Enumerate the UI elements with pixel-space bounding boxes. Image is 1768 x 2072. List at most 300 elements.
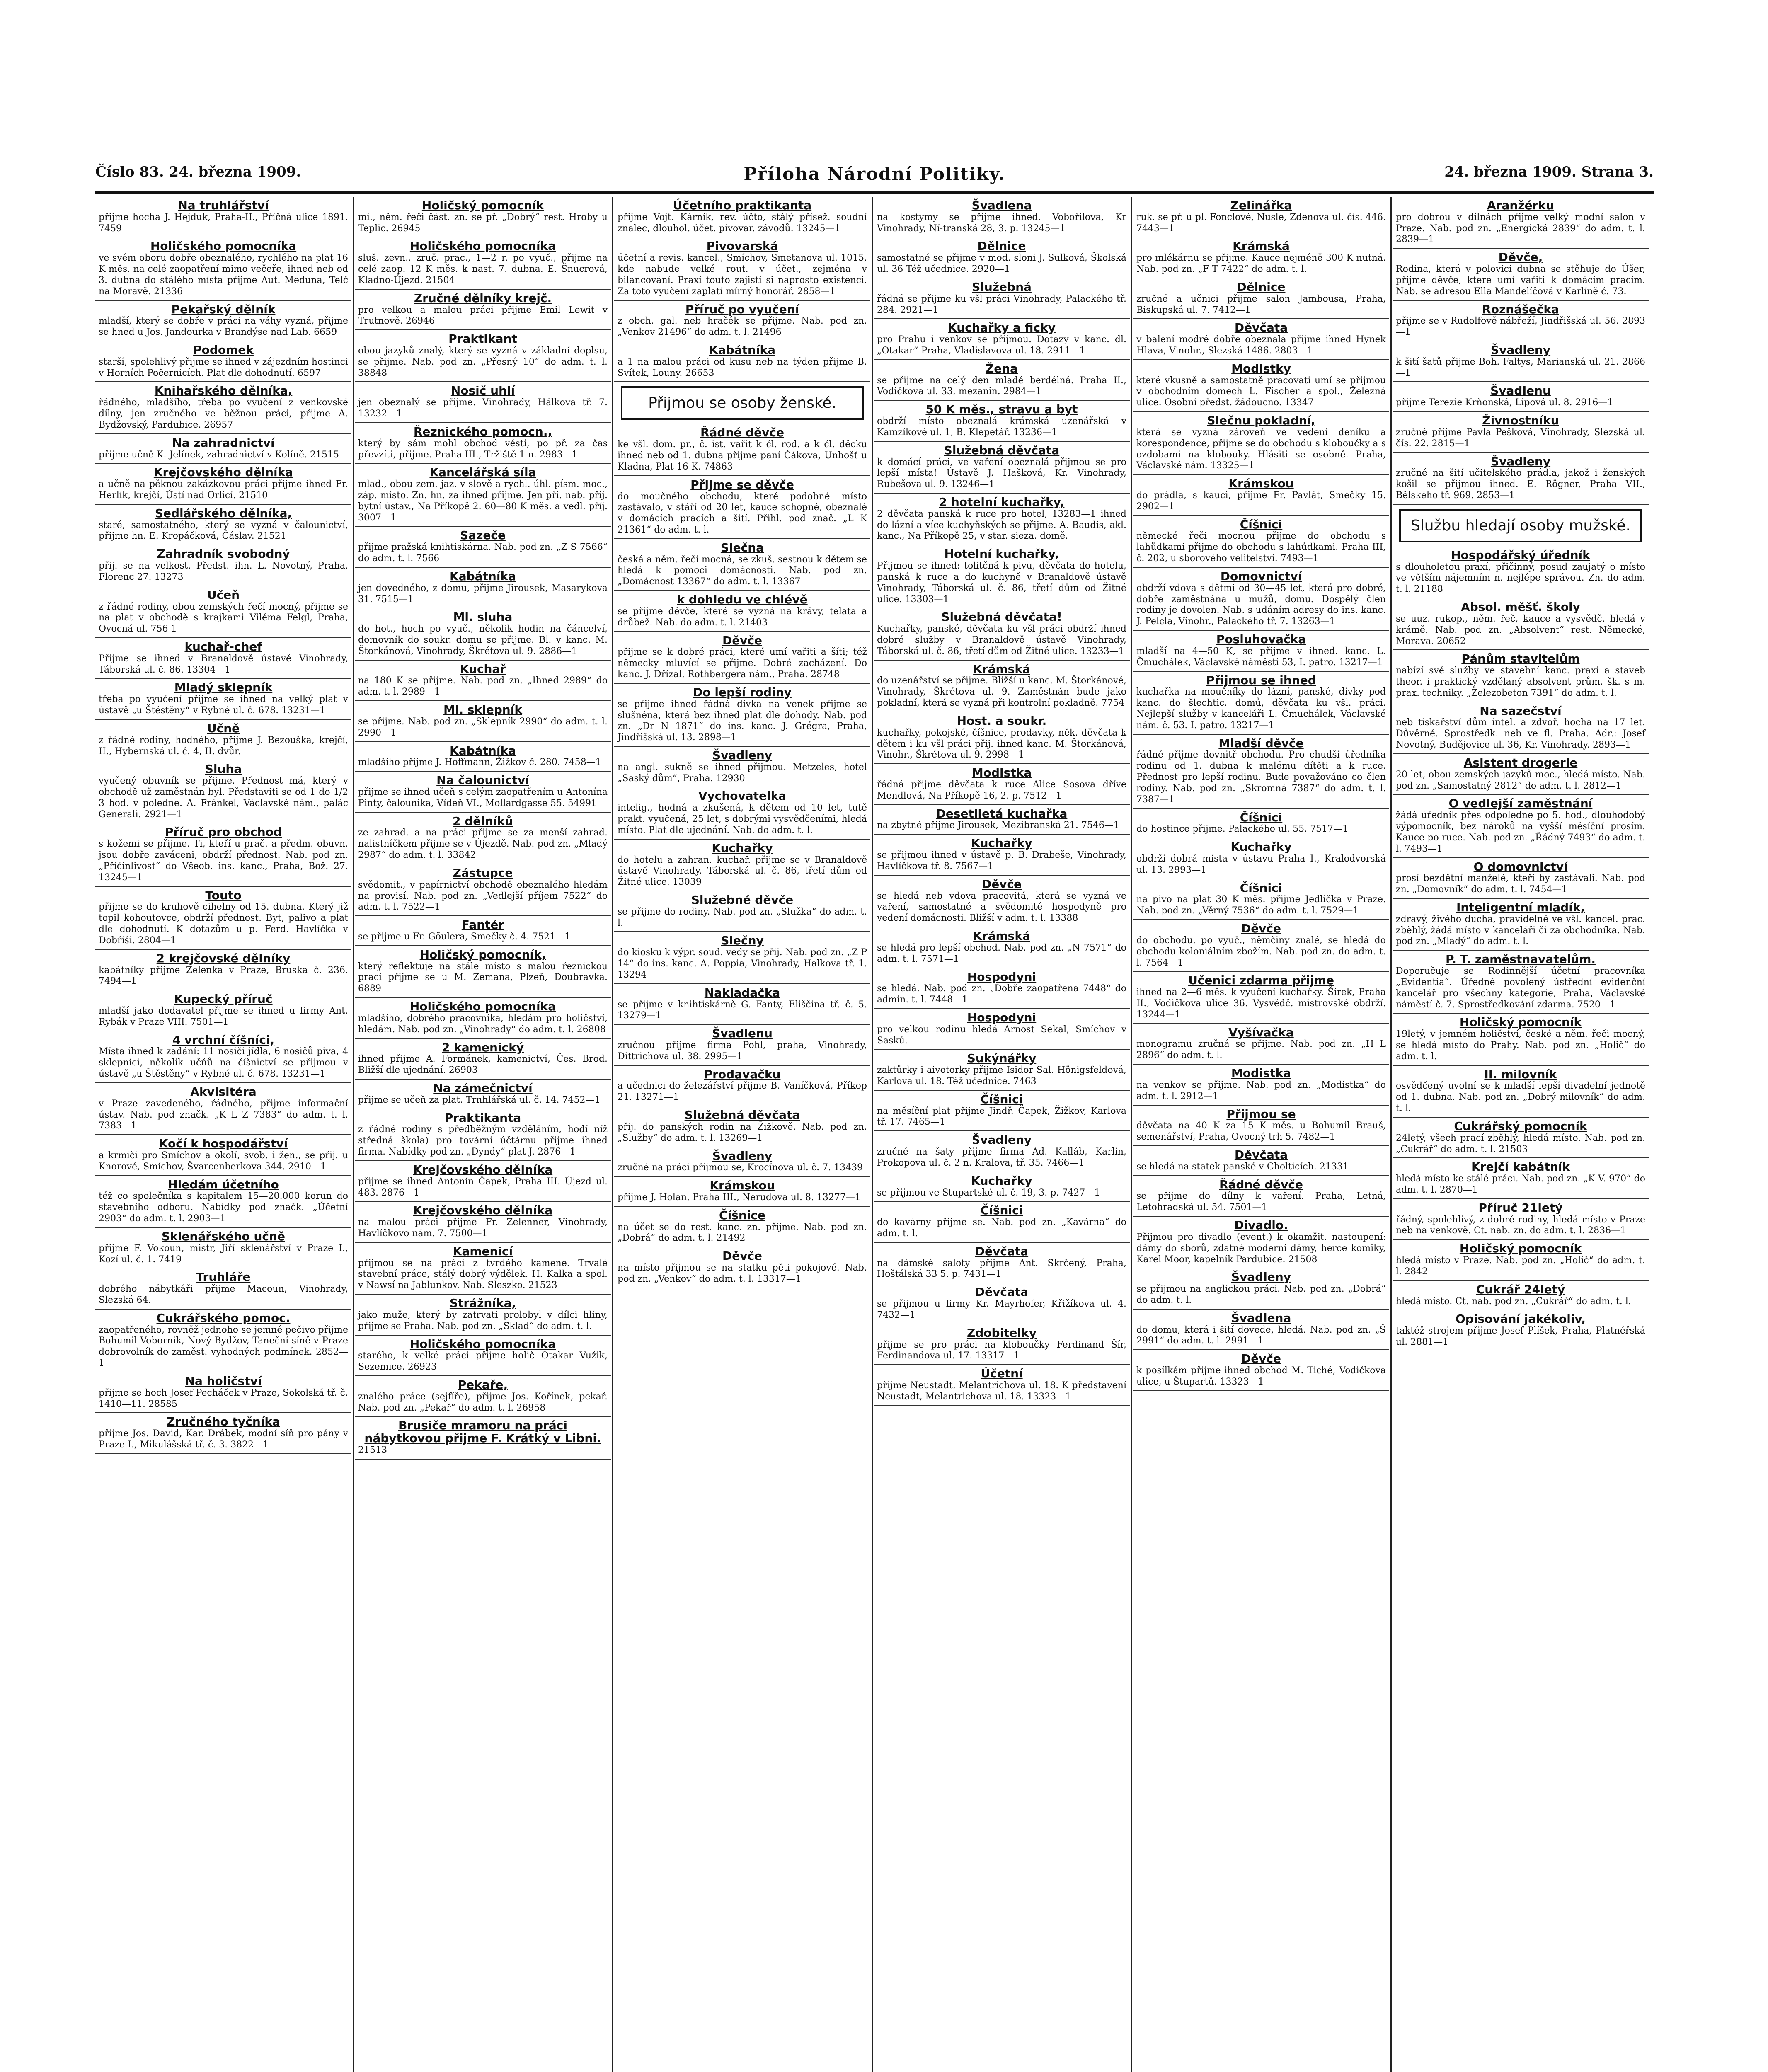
ad-body: též co společníka s kapitalem 15—20.000 korun do stavebního odboru. Nabídky pod značk. „Účetní 2903“ do adm. t. l. 2903—1 [99,1191,348,1224]
ad-body: na měsíční plat přijme Jindř. Čapek, Žižkov, Karlova tř. 17. 7465—1 [877,1106,1126,1128]
classified-ad [355,946,611,998]
classified-columns [95,197,1654,2072]
ad-title: Cukrář 24letý [1476,1282,1565,1296]
page-header [95,164,1654,189]
ad-title: 2 kamenický [442,1040,524,1054]
ad-title: Kabátníka [450,569,516,583]
ad-body: mladšího přijme J. Hoffmann, Žižkov č. 280. 7458—1 [358,757,601,768]
ad-body: přijme J. Holan, Praha III., Nerudova ul. 8. 13277—1 [618,1192,861,1203]
classified-ad [95,1310,351,1372]
ad-body: osvědčený uvolní se k mladší lepší divadelní jednotě od 1. dubna. Nab. pod zn. „Dobrý milovník“ do adm. t. l. [1396,1081,1645,1114]
classified-ad [355,237,611,289]
ad-body: žádá úředník přes odpoledne po 5. hod., dlouhodobý výpomocník, bez nároků na vyšší měsíční prosím. Kauce po ruce. Nab. pod zn. „Řádný 7493“ do adm. t. l. 7493—1 [1396,810,1645,854]
ad-title: Služebné děvče [691,893,794,907]
ad-title: Krámská [973,929,1030,943]
ad-title: Desetiletá kuchařka [936,806,1068,821]
classified-ad [355,1376,611,1417]
ad-body: k domácí práci, ve vaření obeznalá přijmou se pro lepší místa! Ústavě J. Hašková, Kr. Vinohrady, Rubešova ul. 9. 13246—1 [877,457,1126,490]
ad-title: Příruč po vyučení [685,302,799,316]
ad-body: do kavárny přijme se. Nab. pod zn. „Kavárna“ do adm. t. l. [877,1217,1126,1239]
ad-title: Přijmou se [1226,1107,1296,1121]
classified-ad [95,1135,351,1176]
classified-ad [95,1228,351,1268]
ad-body: ihned na 2—6 měs. k vyučení kuchařky. Šírek, Praha II., Vodičkova ulice 36. Vysvědč. mistrovské obdrží. 13244—1 [1136,987,1386,1020]
classified-ad [95,382,351,434]
ad-title: Knihařského dělníka, [154,384,293,398]
ad-body: 20 let, obou zemských jazyků moc., hledá místo. Nab. pod zn. „Samostatný 2812“ do adm. t. l. 2812—1 [1396,769,1645,791]
classified-ad [874,401,1130,441]
ad-title: Host. a soukr. [957,714,1047,728]
ad-title: Krejčovského dělníka [413,1162,553,1176]
ad-title: Sedlářského dělníka, [155,506,292,520]
ad-body: svědomit., v papírnictví obchodě obeznalého hledám na provisí. Nab. pod zn. „Vedlejší příjem 7522“ do adm. t. l. 7522—1 [358,879,608,913]
ad-body: prosí bezdětní manželé, kteří by zastávali. Nab. pod zn. „Domovník“ do adm. t. l. 7454—1 [1396,873,1645,895]
classified-ad [355,464,611,527]
ad-body: se hledá pro lepší obchod. Nab. pod zn. „N 7571“ do adm. t. l. 7571—1 [877,942,1126,964]
ad-body: ve svém oboru dobře obeznalého, rychlého na plat 16 K měs. na celé zaopatření mimo večeře, ihned neb od 3. dubna do stálého místa přijme Aut. Meduna, Telč na Moravě. 21336 [99,253,348,297]
classified-ad [874,278,1130,319]
ad-title: Domovnictví [1220,569,1302,583]
ad-body: hledá místo. Ct. nab. pod zn. „Cukrář“ do adm. t. l. [1396,1296,1631,1307]
classified-ad [95,505,351,545]
ad-body: přijme Neustadt, Melantrichova ul. 18. K představení Neustadt, Melantrichova ul. 18. 13323—1 [877,1380,1126,1402]
ad-title: Kancelářská síla [429,465,536,479]
ad-title: Živnostníku [1482,414,1559,428]
ad-title: Zástupce [453,866,513,880]
classified-ad [614,1066,870,1106]
ad-body: a 1 na malou práci od kusu neb na týden přijme B. Svítek, Louny. 26653 [618,356,867,378]
ad-body: Rodina, která v polovici dubna se stěhuje do Úšer, přijme děvče, které umí vařiti k domácím pracím. Nab. se adresou Ella Mandelíčová v Karlíně č. 73. [1396,264,1645,297]
classified-ad [874,1365,1130,1406]
ad-title: Krámskou [1228,477,1294,491]
ad-body: a učně na pěknou zakázkovou práci přijme ihned Fr. Herlík, krejčí, Ústí nad Orlicí. 21510 [99,479,348,501]
ad-title: 50 K měs., stravu a byt [925,402,1078,416]
ad-title: 2 hotelní kuchařky, [939,495,1065,509]
ad-body: do domu, která i šití dovede, hledá. Nab. pod zn. „Š 2991“ do adm. t. l. 2991—1 [1136,1324,1386,1346]
classified-ad [614,341,870,382]
ad-body: se přijme do rodiny. Nab. pod zn. „Služka“ do adm. t. l. [618,906,867,928]
ad-body: přijme se do kruhově cihelny od 15. dubna. Který již topil kohoutovce, obdrží přednost. Byt, palivo a plat dle dohodnutí. K dotazům u p. Ferd. Havlíčka v Dobříši. 2804—1 [99,902,348,946]
classified-ad [1393,1158,1649,1199]
ad-title: Kabátníka [709,343,775,357]
column-3 [614,197,870,2072]
ad-body: na dámské saloty přijme Ant. Skrčený, Praha, Hoštálská 33 5. p. 7431—1 [877,1258,1126,1280]
ad-title: Slečny [721,934,764,948]
ad-body: pro Prahu i venkov se přijmou. Dotazy v kanc. dl. „Otakar“ Praha, Vladislavova ul. 18. 2911—1 [877,334,1126,356]
ad-title: Touto [205,888,242,902]
ad-title: Na holičství [185,1374,262,1388]
ad-body: řádná přijme děvčata k ruce Alice Sosova dříve Mendlová, Na Příkopě 16, 2. p. 7512—1 [877,779,1126,801]
ad-body: Přijmou se ihned: tolitčná k pivu, děvčata do hotelu, panská k ruce a do kuchyně v Branaldově ústavě Vinohrady, Táborská ul. č. 86, třetí dům od Žitné ulice. 13303—1 [877,561,1126,605]
ad-body: a učednici do železářství přijme B. Vaníčková, Příkop 21. 13271—1 [618,1081,867,1103]
classified-ad [1393,547,1649,598]
ad-body: se přijmou na anglickou práci. Nab. pod zn. „Dobrá“ do adm. t. l. [1136,1284,1386,1305]
classified-ad [614,197,870,237]
classified-ad [614,632,870,684]
classified-ad [1393,951,1649,1014]
classified-ad [874,764,1130,805]
ad-body: nabízí své služby ve stavební kanc. praxi a staveb theor. i praktický vzdělaný absolvent prům. šk. s m. prax. techniky. „Železobeton 7391“ do adm. t. l. [1396,666,1645,698]
classified-ad [1133,475,1389,516]
ad-title: Číšnice [719,1208,765,1222]
ad-body: na malou práci přijme Fr. Zelenner, Vinohrady, Havlíčkovo nám. 7. 7500—1 [358,1217,608,1239]
ad-body: mladšího, dobrého pracovníka, hledám pro holičství, hledám. Nab. pod zn. „Vinohrady“ do adm. t. l. 26808 [358,1013,608,1035]
ad-title: Na zahradnictví [172,436,275,450]
ad-body: se přijmou ihned v ústavě p. B. Drabeše, Vinohrady, Havlíčkova tř. 8. 7567—1 [877,850,1126,871]
ad-body: obou jazyků znalý, který se vyzná v základní doplsu, se přijme. Nab. pod zn. „Přesný 10“ do adm. t. l. 38848 [358,345,608,378]
ad-title: Modistka [971,766,1032,780]
ad-body: řádné přijme dovnitř obchodu. Pro chudší úředníka rodinu od 1. dubna k malému dítěti a k ruce. Přednost pro lepší rodinu. Bude považováno co člen rodiny. Nab. pod zn. „Skromná 7387“ do adm. t. l. 7387—1 [1136,750,1386,805]
classified-ad [355,1295,611,1335]
ad-title: Číšnici [1240,881,1283,895]
column-2 [355,197,611,2072]
ad-title: Švadleny [712,1149,773,1163]
ad-title: Děvčata [1234,321,1288,335]
classified-ad [95,341,351,382]
ad-body: samostatné se přijme v mod. sloni J. Sulková, Školská ul. 36 Též učednice. 2920—1 [877,253,1126,275]
classified-ad [874,968,1130,1009]
ad-title: Hotelní kuchařky, [944,547,1059,561]
ad-title: Učeň [207,588,240,602]
ad-body: na 180 K se přijme. Nab. pod zn. „Ihned 2989“ do adm. t. l. 2989—1 [358,675,608,697]
ad-title: Švadleny [712,748,773,762]
ad-title: Opisování jakékoliv, [1455,1312,1586,1326]
ad-title: Číšnici [980,1203,1023,1218]
classified-ad [95,720,351,760]
classified-ad [95,464,351,504]
classified-ad [1133,1268,1389,1309]
ad-title: Zdobitelky [966,1326,1037,1340]
ad-body: která se vyzná zároveň ve vedení deníku a korespondence, přijme se do obchodu s kloboučky a s ozdobami na klobouky. Hlásiti se osobně. Praha, Václavské nám. 13325—1 [1136,427,1386,471]
ad-title: Zahradník svobodný [157,547,290,561]
ad-body: Kuchařky, panské, děvčata ku všl práci obdrží ihned dobré služby v Branaldově ústavě Vinohrady, Táborská ul. č. 86, třetí dům od Žitné ulice. 13233—1 [877,624,1126,656]
ad-title: Holičského pomocníka [150,239,297,253]
ad-title: Švadlena [1231,1311,1291,1325]
ad-title: Mladší děvče [1218,736,1304,750]
ad-title: Kamenicí [453,1244,513,1258]
ad-title: Holičský pomocník, [419,947,546,961]
ad-body: mi., něm. řeči část. zn. se př. „Dobrý“ rest. Hroby u Teplic. 26945 [358,212,608,234]
classified-ad [1393,1281,1649,1311]
classified-ad [1393,301,1649,341]
ad-title: 2 dělníků [453,814,513,828]
ad-body: hledá místo v Praze. Nab. pod zn. „Holič“ do adm. t. l. 2842 [1396,1255,1645,1277]
column-rule [1390,197,1392,2072]
classified-ad [355,661,611,701]
ad-title: Pekařský dělník [171,302,276,316]
classified-ad [1133,1176,1389,1217]
classified-ad [874,805,1130,835]
ad-body: na kostymy se přijme ihned. Vobořilova, Kr Vinohrady, Ní-transká 28, 3. p. 13245—1 [877,212,1126,234]
classified-ad [95,1031,351,1083]
column-rule [1131,197,1132,2072]
ad-body: přijme se k dobré práci, které umí vařiti a šíti; též německy mluvící se přijme. Dobré zacházení. Do kanc. J. Dřízal, Rothbergera nám., Praha. 28748 [618,647,867,680]
ad-body: se přijmou u firmy Kr. Mayrhofer, Křižíkova ul. 4. 7432—1 [877,1299,1126,1320]
ad-title: Krejčí kabátník [1471,1160,1570,1174]
ad-body: řádný, spolehlivý, z dobré rodiny, hledá místo v Praze neb na venkově. Ct. nab. zn. do adm. t. l. 2836—1 [1396,1214,1645,1236]
ad-title: Akvisitéra [190,1084,257,1099]
classified-ad [355,916,611,946]
ad-title: Zručné dělníky krejč. [414,291,552,305]
ad-title: Do lepší rodiny [693,685,792,699]
classified-ad [95,638,351,679]
ad-title: Posluhovačka [1216,632,1306,646]
ad-body: který by sám mohl obchod vésti, po př. za čas převzíti, přijme. Praha III., Tržiště 1 n. 2983—1 [358,438,608,460]
ad-body: se hledá na statek panské v Cholticích. 21331 [1136,1161,1349,1172]
ad-title: Ml. sluha [453,610,513,624]
ad-title: Kuchařky [712,841,773,855]
ad-title: 2 krejčovské dělníky [156,951,291,965]
classified-ad [1133,838,1389,879]
classified-ad [1133,972,1389,1024]
ad-body: přijme se učeň za plat. Trnhlářská ul. č. 14. 7452—1 [358,1094,601,1105]
ad-title: Zelinářka [1230,198,1292,212]
ad-title: Krejčovského dělníka [153,465,293,479]
ad-body: ihned přijme A. Formánek, kamenictví, Čes. Brod. Bližší dle ujednání. 26903 [358,1054,608,1076]
ad-body: obdrží místo obeznalá krámská uzenářská v Kamzíkové ul. 1, B. Klepetář. 13236—1 [877,416,1126,438]
ad-body: 21513 [358,1445,387,1456]
ad-title: Číšnici [1240,517,1283,531]
classified-ad [1133,735,1389,809]
ad-body: neb tiskařství dům intel. a zdvoř. hocha na 17 let. Důvěrné. Sprostředk. neb ve fl. Praha. Adr.: Josef Novotný, Budějovice ul. 36, Kr. Vinohrady. 2893—1 [1396,717,1645,750]
column-rule [353,197,354,2072]
ad-title: Děvče [722,1249,763,1263]
ad-title: Pivovarská [706,239,778,253]
ad-body: intelig., hodná a zkušená, k dětem od 10 let, tutě prakt. vyučená, 25 let, s dobrými vysvědčeními, hledá místo. Plat dle ujednání. Nab. do adm. t. l. [618,803,867,835]
classified-ad [1133,1106,1389,1146]
ad-body: ze zahrad. a na práci přijme se za menší zahrad. nalistníčkem přijme se v Újezdě. Nab. pod zn. „Mladý 2987“ do adm. t. l. 33842 [358,828,608,861]
classified-ad [1133,1146,1389,1176]
ad-body: v Praze zavedeného, řádného, přijme informační ústav. Nab. pod značk. „K L Z 7383“ do adm. t. l. 7383—1 [99,1098,348,1131]
classified-ad [1133,672,1389,735]
ad-body: zručné přijme Pavla Pešková, Vinohrady, Slezská ul. čís. 22. 2815—1 [1396,427,1645,449]
ad-body: česká a něm. řeči mocná, se zkuš. sestnou k dětem se hledá k pomoci domácnosti. Nab. pod zn. „Domácnost 13367“ do adm. t. l. 13367 [618,554,867,587]
classified-ad [1393,702,1649,754]
ad-body: do moučného obchodu, které podobné místo zastávalo, v stáří od 20 let, kauce schopné, obeznalé v domácích pracích a šití. Přihl. pod znač. „L K 21361“ do adm. t. l. [618,491,867,535]
ad-title: Švadlenu [1490,384,1551,398]
classified-ad [614,840,870,891]
ad-body: starého, k velké práci přijme holič Otakar Vužik, Sezemice. 26923 [358,1351,608,1372]
ad-body: děvčata na 40 K za 15 K měs. u Bohumil Brauš, semenářství, Praha, Ovocný trh 5. 7482—1 [1136,1121,1386,1143]
classified-ad [614,1177,870,1207]
ad-title: Kočí k hospodářství [159,1137,288,1151]
ad-body: pro mlékárnu se přijme. Kauce nejméně 300 K nutná. Nab. pod zn. „F T 7422“ do adm. t. l. [1136,253,1386,275]
ad-title: Pekaře, [458,1378,508,1392]
column-6 [1393,197,1649,2072]
ad-body: přijme se v Rudolfově nábřeží, Jindřišská ul. 56. 2893—1 [1396,316,1645,338]
classified-ad [355,1243,611,1295]
classified-ad [355,290,611,330]
column-rule [872,197,873,2072]
ad-title: Prodavačku [704,1067,781,1081]
classified-ad [1393,650,1649,702]
classified-ad [1133,237,1389,278]
ad-body: jen dovedného, z domu, přijme Jirousek, Masarykova 31. 7515—1 [358,583,608,605]
ad-body: se přijme u Fr. Göulera, Smečky č. 4. 7521—1 [358,932,571,942]
classified-ad [1393,1199,1649,1240]
ad-body: německé řeči mocnou přijme do obchodu s lahůdkami přijme do obchodu s lahůdkami. Praha III, č. 202, u sborového velitelství. 7493—1 [1136,531,1386,564]
classified-ad [614,1106,870,1147]
ad-body: přij. do panských rodin na Žižkově. Nab. pod zn. „Služby“ do adm. t. l. 13269—1 [618,1121,867,1143]
ad-title: Nakladačka [704,985,780,1000]
ad-body: k posílkám přijme ihned obchod M. Tiché, Vodičkova ulice, u Štupartů. 13323—1 [1136,1365,1386,1387]
ad-title: Kabátníka [450,743,516,758]
ad-body: přijme se ihned učeň s celým zaopatřením u Antonína Pinty, čalounika, Vídeň VI., Mollardgasse 55. 54991 [358,787,608,808]
classified-ad [355,330,611,382]
ad-body: se uuz. rukop., něm. řeč, kauce a vysvědč. hledá v krámě. Nab. pod zn. „Absolvent“ rest. Německé, Morava. 20652 [1396,613,1645,646]
classified-ad [95,545,351,586]
ad-title: Slečna [720,540,764,554]
ad-title: Účetní [981,1367,1023,1381]
ad-body: zaktůrky i aivotorky přijme Isidor Sal. Hönigsfeldová, Karlova ul. 18. Též učednice. 7463 [877,1065,1126,1087]
classified-ad [1133,920,1389,972]
ad-title: Inteligentní mladík, [1456,900,1585,914]
ad-body: se přijmou ve Stupartské ul. č. 19, 3. p. 7427—1 [877,1187,1100,1198]
classified-ad [1393,341,1649,382]
ad-body: kabátníky přijme Zelenka v Praze, Bruska č. 236. 7494—1 [99,965,348,987]
ad-title: Učně [207,721,240,735]
ad-body: zručné na šaty přijme firma Ad. Kalláb, Karlín, Prokopova ul. č. 2 n. Kralova, tř. 35. 7466—1 [877,1147,1126,1168]
classified-ad [874,319,1130,360]
ad-title: Asistent drogerie [1463,755,1578,770]
ad-body: 2 děvčata panská k ruce pro hotel, 13283—1 ihned do lázní a více kuchyňských se přijme. A. Baudis, akl. kanc., Na Příkopě 25, v star. sieza. domě. [877,508,1126,542]
ad-title: Sazeče [460,528,506,542]
classified-ad [95,1372,351,1413]
ad-title: Holičského pomocníka [409,1337,556,1351]
ad-title: Švadleny [1231,1270,1291,1284]
ad-body: Přijme se ihned v Branaldově ústavě Vinohrady, Táborská ul. č. 86. 13304—1 [99,653,348,675]
section-heading: Službu hledají osoby mužské. [1399,509,1642,542]
classified-ad [1393,1240,1649,1280]
classified-ad [614,591,870,632]
ad-title: Kupecký příruč [174,992,273,1006]
classified-ad [874,608,1130,660]
classified-ad [1133,1217,1389,1268]
ad-body: se hledá neb vdova pracovitá, která se vyzná ve vaření, samostatné a svědomité hospodyně pro vedení domácnosti. Bližší v adm. t. l. 13388 [877,891,1126,924]
ad-title: Praktikanta [444,1111,521,1125]
ad-body: z řádné rodiny, obou zemských řečí mocný, přijme se na plat v obchodě s krajkami Viléma Felgl, Praha, Ovocná ul. 756-1 [99,601,348,634]
ad-body: a krmiči pro Smíchov a okolí, svob. i žen., se přij. u Knorové, Smíchov, Švarcenberkova 344. 2910—1 [99,1150,348,1172]
ad-body: mlad., obou zem. jaz. v slově a rychl. úhl. písm. moc., záp. místo. Zn. hn. za ihned přijme. Jen při. nab. přij. bytní ústav., Na Příkopě 2. 60—80 K měs. a vedl. příj. 3007—1 [358,479,608,523]
classified-ad [1133,879,1389,920]
ad-title: P. T. zaměstnavatelům. [1445,952,1596,966]
ad-title: Děvče, [1498,250,1543,264]
classified-ad [355,1417,611,1459]
ad-body: mladší, který se dobře v práci na váhy vyzná, přijme se hned u Jos. Jandourka v Brandýse nad Lab. 6659 [99,316,348,338]
ad-title: Praktikant [448,332,517,346]
classified-ad [355,382,611,423]
classified-ad [1393,412,1649,453]
classified-ad [1133,568,1389,631]
ad-title: Cukrářský pomocník [1454,1119,1587,1133]
ad-title: O vedlejší zaměstnání [1448,796,1593,811]
classified-ad [1393,1310,1649,1351]
classified-ad [614,891,870,932]
ad-title: Hospodyni [967,1010,1037,1024]
classified-ad [614,237,870,300]
ad-title: Fantér [461,918,504,932]
ad-title: Švadleny [1490,343,1551,357]
classified-ad [1393,1066,1649,1118]
ad-title: Děvče [1241,922,1281,936]
ad-title: Číšnici [1240,810,1283,824]
classified-ad [95,434,351,464]
classified-ad [1133,360,1389,412]
ad-title: Ml. sklepník [443,703,522,717]
ad-body: na venkov se přijme. Nab. pod zn. „Modistka“ do adm. t. l. 2912—1 [1136,1080,1386,1101]
classified-ad [874,1009,1130,1050]
ad-title: II. milovník [1484,1067,1557,1081]
classified-ad [95,950,351,990]
classified-ad [355,998,611,1038]
ad-body: přijme Jos. David, Kar. Drábek, modní síň pro pány v Praze I., Mikulášská tř. č. 3. 3822—1 [99,1428,348,1450]
ad-title: Děvčata [975,1244,1029,1258]
ad-body: přijme se hoch Josef Pecháček v Praze, Sokolská tř. č. 1410—11. 28585 [99,1387,348,1409]
ad-body: z řádné rodiny s předběžným vzděláním, hodí níž středná škola) pro tovární účtárnu přijme ihned firma. Nabídky pod zn. „Dyndy“ plat J. 2876—1 [358,1124,608,1157]
classified-ad [1393,249,1649,300]
ad-body: ruk. se př. u pl. Fonclové, Nusle, Zdenova ul. čís. 446. 7443—1 [1136,212,1386,234]
classified-ad [1133,631,1389,671]
classified-ad [355,742,611,772]
ad-body: z obch. gal. neb hračék se přijme. Nab. pod zn. „Venkov 21496“ do adm. t. l. 21496 [618,316,867,338]
ad-title: Přijmou se ihned [1206,673,1316,687]
classified-ad [614,932,870,984]
ad-body: na místo přijmou se na statku pěti pokojové. Nab. pod zn. „Venkov“ do adm. t. l. 13317—1 [618,1263,867,1284]
ad-title: Služebná děvčata [684,1108,800,1122]
ad-body: v balení modré dobře obeznalá přijme ihned Hynek Hlava, Vinohr., Slezská 1486. 2803—1 [1136,334,1386,356]
ad-title: Modistka [1231,1066,1291,1080]
ad-body: se přijme. Nab. pod zn. „Sklepník 2990“ do adm. t. l. 2990—1 [358,716,608,738]
ad-title: Švadlena [971,198,1032,212]
ad-body: zručné na práci přijmou se, Krocínova ul. č. 7. 13439 [618,1162,863,1173]
ad-title: Děvčata [975,1285,1029,1299]
ad-body: řádná se přijme ku všl práci Vinohrady, Palackého tř. 284. 2921—1 [877,293,1126,315]
ad-title: Kuchař [460,662,506,676]
ad-title: Krámskou [710,1179,775,1193]
ad-title: Kuchařky [971,836,1032,850]
classified-ad [614,1147,870,1177]
ad-body: přijme hocha J. Hejduk, Praha-II., Příčná ulice 1891. 7459 [99,212,348,234]
classified-ad [1133,516,1389,568]
ad-body: do hot., hoch po vyuč., několik hodin na čáncelví, domovník do soukr. domu se přijme. Bl. v kanc. M. Štorkánová, Vinohrady, Škrétova ul. 9. 2886—1 [358,624,608,656]
classified-ad [874,1283,1130,1324]
ad-title: Sukýnářky [967,1051,1037,1065]
classified-ad [874,876,1130,927]
ad-title: Holičského pomocníka [409,239,556,253]
classified-ad [1393,754,1649,795]
ad-title: Přijme se děvče [690,477,794,491]
ad-title: Absol. měšť. školy [1461,600,1580,614]
classified-ad [355,701,611,742]
ad-body: Doporučuje se Rodinnější účetní pracovníka „Evidentia“. Úředně povolený ústřední evidenční kancelář pro všechny kategorie, Praha, Václavské náměstí č. 7. Sprostředkování zdarma. 7520—1 [1396,966,1645,1010]
ad-body: ke všl. dom. pr., č. ist. vařit k čl. rod. a k čl. děcku ihned neb od 1. dubna přijme paní Čákova, Unhošť u Kladna, Plat 16 K. 74863 [618,439,867,472]
ad-title: Dělnice [1237,280,1286,294]
supplement-title: Příloha Národní Politiky. [744,164,1005,184]
ad-body: přij. se na velkost. Předst. ihn. L. Novotný, Praha, Florenc 27. 13273 [99,561,348,582]
ad-title: Truhláře [196,1270,251,1284]
ad-title: Zručného tyčníka [167,1415,280,1429]
ad-body: třeba po vyučení přijme se ihned na velký plat v ústavě „u Štěstěny“ v Rybné ul. č. 678. 13231—1 [99,694,348,716]
ad-body: s dlouholetou praxí, přičinný, posud zaujatý o místo ve větším nájemním n. nejlépe správou. Zn. do adm. t. l. 21188 [1396,562,1645,595]
classified-ad [1133,1065,1389,1105]
classified-ad [1133,1024,1389,1065]
column-1 [95,197,351,2072]
classified-ad [614,984,870,1025]
ad-title: Na sazečství [1480,704,1562,718]
classified-ad [614,747,870,787]
ad-title: Holičský pomocník [1459,1015,1582,1029]
ad-title: Krámská [1233,239,1290,253]
